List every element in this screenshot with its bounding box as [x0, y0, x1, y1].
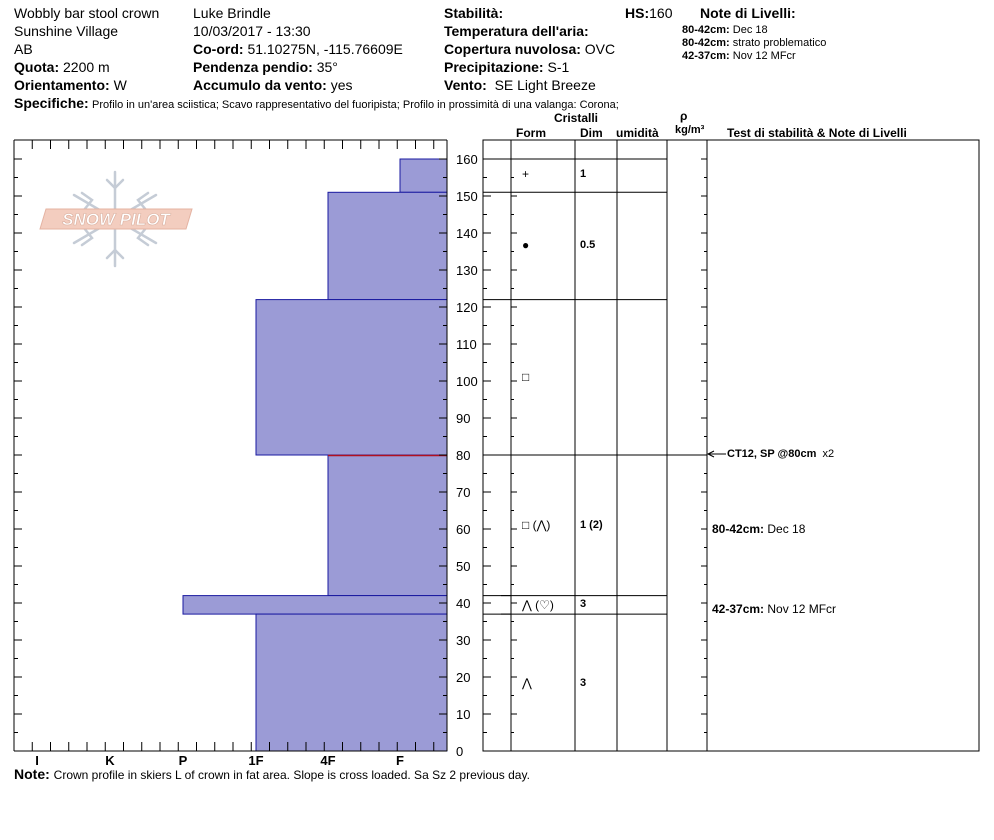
observer-name: Luke Brindle	[193, 5, 271, 21]
precip-label: Precipitazione:	[444, 59, 544, 75]
area-name: Sunshine Village	[14, 23, 119, 39]
layer-note-range: 80-42cm:	[682, 24, 730, 36]
aspect-value: W	[113, 77, 127, 93]
crystal-dim-6: 3	[580, 677, 587, 689]
depth-label: 40	[456, 596, 471, 611]
coordinates-label: Co-ord:	[193, 41, 244, 57]
depth-label: 60	[456, 522, 471, 537]
hs-label: HS:	[625, 5, 650, 21]
layer-note-range: 42-37cm:	[682, 50, 730, 62]
precip-value: S-1	[547, 59, 570, 75]
moisture-header: umidità	[616, 126, 659, 140]
left-ticks	[14, 159, 22, 751]
specifiche-value: Profilo in un'area sciistica; Scavo rappresentativo del fuoripista; Profilo in prossimità di una valanga: Corona;	[92, 99, 619, 111]
layer-note-text: Nov 12 MFcr	[732, 50, 796, 62]
hardness-label: 4F	[320, 753, 336, 768]
depth-label: 130	[456, 263, 478, 278]
side-note-range: 42-37cm:	[712, 602, 765, 616]
tests-header: Test di stabilità & Note di Livelli	[727, 126, 907, 140]
hardness-label: K	[105, 753, 115, 768]
layer-2	[328, 192, 447, 299]
depth-label: 90	[456, 411, 471, 426]
layer-1	[400, 159, 447, 192]
hardness-label: P	[178, 753, 188, 768]
depth-label: 30	[456, 633, 471, 648]
wind-loading-value: yes	[330, 77, 353, 93]
cloud-value: OVC	[584, 41, 616, 57]
crystal-dim-5: 3	[580, 598, 587, 610]
depth-label: 120	[456, 300, 478, 315]
test-label: CT12, SP @80cm	[727, 448, 817, 460]
wind-value: SE Light Breeze	[494, 77, 596, 93]
slope-value: 35°	[316, 59, 338, 75]
depth-label: 20	[456, 670, 471, 685]
depth-label: 70	[456, 485, 471, 500]
wind-label: Vento:	[444, 77, 487, 93]
depth-label: 50	[456, 559, 471, 574]
layer-5	[183, 596, 447, 615]
depth-label: 110	[456, 337, 477, 352]
layer-note-text: Dec 18	[732, 24, 768, 36]
wind-loading-label: Accumulo da vento:	[193, 77, 327, 93]
density-unit: kg/m³	[675, 124, 705, 136]
density-rho: ρ	[680, 109, 688, 123]
location-name: Wobbly bar stool crown	[14, 5, 160, 21]
crystals-header: Cristalli	[554, 111, 599, 125]
region-name: AB	[14, 41, 33, 57]
layer-note-range: 80-42cm:	[682, 37, 730, 49]
hardness-label: 1F	[248, 753, 264, 768]
aspect-label: Orientamento:	[14, 77, 110, 93]
crystal-dim-1: 1	[580, 168, 587, 180]
slope-label: Pendenza pendio:	[193, 59, 313, 75]
layer-6	[256, 614, 447, 751]
dim-header: Dim	[580, 126, 603, 140]
test-count: x2	[822, 448, 835, 460]
layer-row-lines	[483, 159, 707, 614]
crystal-form-5: ⋀ (♡)	[522, 598, 554, 612]
elevation-value: 2200 m	[63, 59, 110, 75]
note-value: Crown profile in skiers L of crown in fat area. Slope is cross loaded. Sa Sz 2 previous day.	[53, 768, 530, 782]
layer-notes-title: Note di Livelli:	[700, 5, 796, 21]
crystal-dim-2: 0.5	[580, 239, 596, 251]
layer-4	[328, 455, 447, 596]
depth-label: 0	[456, 744, 464, 759]
depth-label: 160	[456, 152, 478, 167]
depth-label: 10	[456, 707, 471, 722]
footer-note	[14, 766, 530, 782]
crystal-form-1: +	[522, 167, 530, 181]
depth-labels	[456, 152, 478, 759]
hs-value: 160	[649, 5, 673, 21]
stability-label: Stabilità:	[444, 5, 504, 21]
crystal-form-6: ⋀	[522, 676, 532, 690]
crystal-table	[483, 140, 979, 751]
cloud-label: Copertura nuvolosa:	[444, 41, 581, 57]
snowpilot-logo	[40, 172, 192, 266]
top-ticks	[14, 140, 434, 149]
depth-label: 80	[456, 448, 471, 463]
specifiche-label: Specifiche:	[14, 95, 89, 111]
side-note-text: Nov 12 MFcr	[767, 602, 837, 616]
note-label: Note:	[14, 766, 50, 782]
crystal-form-4: □ (⋀)	[522, 518, 551, 532]
logo-text: SNOW PILOT	[62, 210, 170, 229]
depth-label: 140	[456, 226, 478, 241]
side-note-2	[712, 602, 836, 616]
elevation-label: Quota:	[14, 59, 60, 75]
hardness-label: F	[396, 753, 404, 768]
side-note-range: 80-42cm:	[712, 522, 765, 536]
observation-datetime: 10/03/2017 - 13:30	[193, 23, 311, 39]
crystal-form-3: □	[522, 370, 530, 384]
form-header: Form	[516, 126, 546, 140]
hardness-label: I	[35, 753, 39, 768]
coordinates-value: 51.10275N, -115.76609E	[247, 41, 403, 57]
side-note-1	[712, 522, 805, 536]
layer-note-text: strato problematico	[732, 37, 827, 49]
depth-label: 100	[456, 374, 478, 389]
crystal-form-2: ●	[522, 238, 530, 252]
air-temp-label: Temperatura dell'aria:	[444, 23, 589, 39]
crystal-dim-4: 1 (2)	[580, 519, 603, 531]
side-note-text: Dec 18	[767, 522, 806, 536]
layer-3	[256, 300, 447, 455]
stability-test-result	[727, 448, 834, 461]
depth-label: 150	[456, 189, 478, 204]
